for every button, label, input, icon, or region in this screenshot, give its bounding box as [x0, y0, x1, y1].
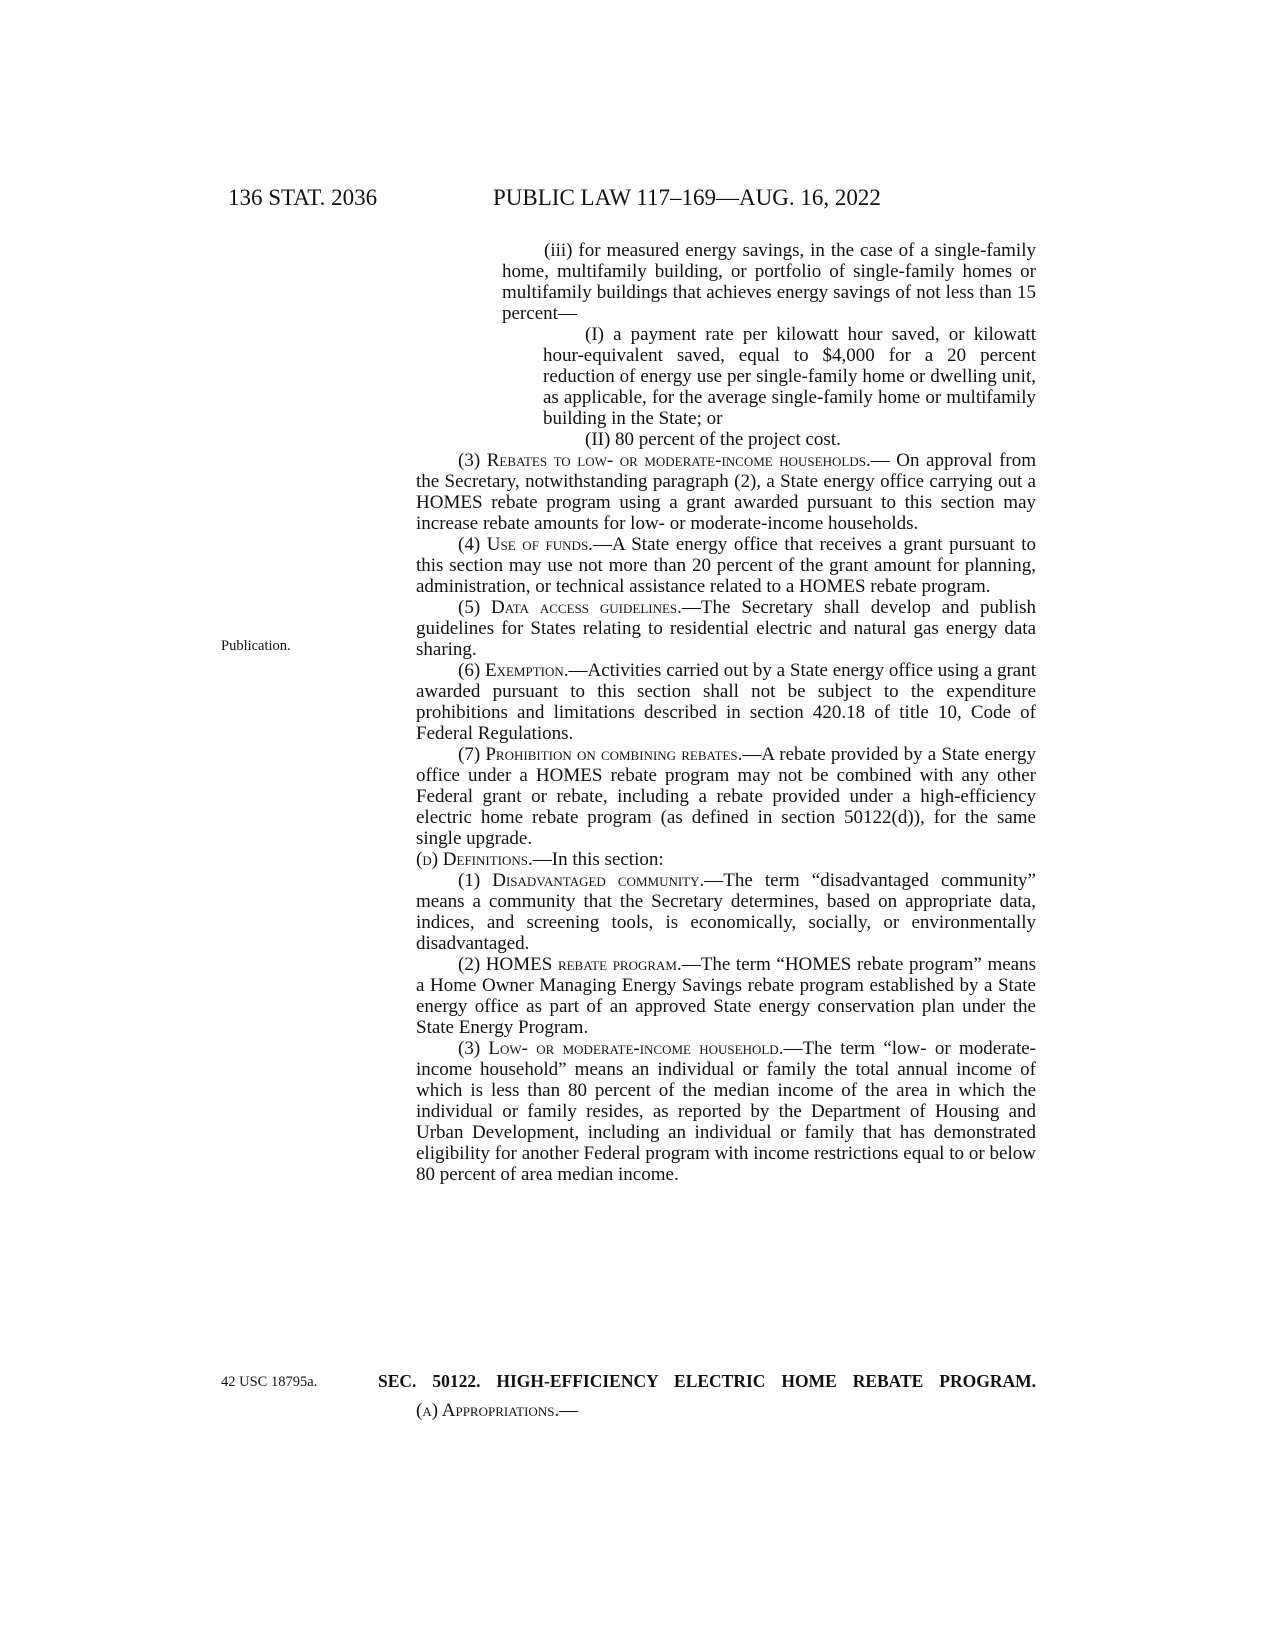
- subclause-I: (I) a payment rate per kilowatt hour saved, or kilowatt hour-equivalent saved, equal to $4,000 for a 20 percent reduction of energy use per single-family home or dwelling unit, as applicable, for the average single-family home or multifamily building in the State; or: [543, 324, 1036, 429]
- subsection-d-heading: (d) Definitions.—: [416, 849, 552, 870]
- paragraph-5: [416, 597, 1036, 660]
- definition-1: [416, 870, 1036, 954]
- paragraph-4-heading: (4) Use of funds.—: [458, 534, 612, 555]
- page-header: [0, 178, 1275, 218]
- paragraph-7: [416, 744, 1036, 849]
- paragraph-3-heading: (3) Rebates to low- or moderate-income households.—: [458, 450, 890, 471]
- paragraph-3: [416, 450, 1036, 534]
- running-title: PUBLIC LAW 117–169—AUG. 16, 2022: [493, 185, 881, 210]
- definition-2: [416, 954, 1036, 1038]
- statute-page-number: 136 STAT. 2036: [228, 185, 378, 210]
- definition-2-heading: (2) HOMES rebate program.—: [458, 954, 701, 975]
- paragraph-6-text: Activities carried out by a State energy office using a grant awarded pursuant to this section shall not be subject to the expenditure prohibitions and limitations described in section 420.18 of title 10, Code of Federal Regulations.: [416, 660, 1036, 744]
- clause-iii: (iii) for measured energy savings, in the case of a single-family home, multifamily building, or portfolio of single-family homes or multifamily buildings that achieves energy savings of not less than 15 percent—: [502, 240, 1036, 324]
- paragraph-7-text: A rebate provided by a State energy office under a HOMES rebate program may not be combined with any other Federal grant or rebate, including a rebate provided under a high-efficiency electric home rebate program (as defined in section 50122(d)), for the same single upgrade.: [416, 744, 1036, 849]
- subsection-a-heading: (a) Appropriations.—: [416, 1400, 579, 1421]
- subclause-II: (II) 80 percent of the project cost.: [585, 429, 841, 450]
- section-heading: SEC. 50122. HIGH-EFFICIENCY ELECTRIC HOME REBATE PROGRAM.: [378, 1371, 1036, 1391]
- paragraph-5-heading: (5) Data access guidelines.—: [458, 597, 701, 618]
- definition-3-heading: (3) Low- or moderate-income household.—: [458, 1038, 803, 1059]
- paragraph-4-text: A State energy office that receives a grant pursuant to this section may use not more than 20 percent of the grant amount for planning, administration, or technical assistance related to a HOMES rebate program.: [416, 534, 1036, 597]
- definition-1-heading: (1) Disadvantaged community.—: [458, 870, 724, 891]
- subsection-d: [416, 849, 1036, 870]
- paragraph-3-text: On approval from the Secretary, notwithstanding paragraph (2), a State energy office carrying out a HOMES rebate program using a grant awarded pursuant to this section may increase rebate amounts for low- or moderate-income households.: [416, 450, 1036, 534]
- margin-note-publication: Publication.: [221, 638, 291, 654]
- subsection-d-text: In this section:: [551, 849, 664, 870]
- paragraph-5-text: The Secretary shall develop and publish guidelines for States relating to residential electric and natural gas energy data sharing.: [416, 597, 1036, 660]
- margin-note-usc-citation: 42 USC 18795a.: [221, 1374, 318, 1390]
- paragraph-6: [416, 660, 1036, 744]
- statute-body: [416, 240, 1036, 1185]
- paragraph-4: [416, 534, 1036, 597]
- paragraph-7-heading: (7) Prohibition on combining rebates.—: [458, 744, 762, 765]
- definition-3-text: The term “low- or moderate-income household” means an individual or family the total annual income of which is less than 80 percent of the median income of the area in which the individual or family resides, as reported by the Department of Housing and Urban Development, including an individual or family that has demonstrated eligibility for another Federal program with income restrictions equal to or below 80 percent of area median income.: [416, 1038, 1036, 1185]
- definition-1-text: The term “disadvantaged community” means a community that the Secretary determines, based on appropriate data, indices, and screening tools, is economically, socially, or environmentally disadvantaged.: [416, 870, 1036, 954]
- paragraph-6-heading: (6) Exemption.—: [458, 660, 588, 681]
- definition-3: [416, 1038, 1036, 1185]
- definition-2-text: The term “HOMES rebate program” means a Home Owner Managing Energy Savings rebate program established by a State energy office as part of an approved State energy conservation plan under the State Energy Program.: [416, 954, 1036, 1038]
